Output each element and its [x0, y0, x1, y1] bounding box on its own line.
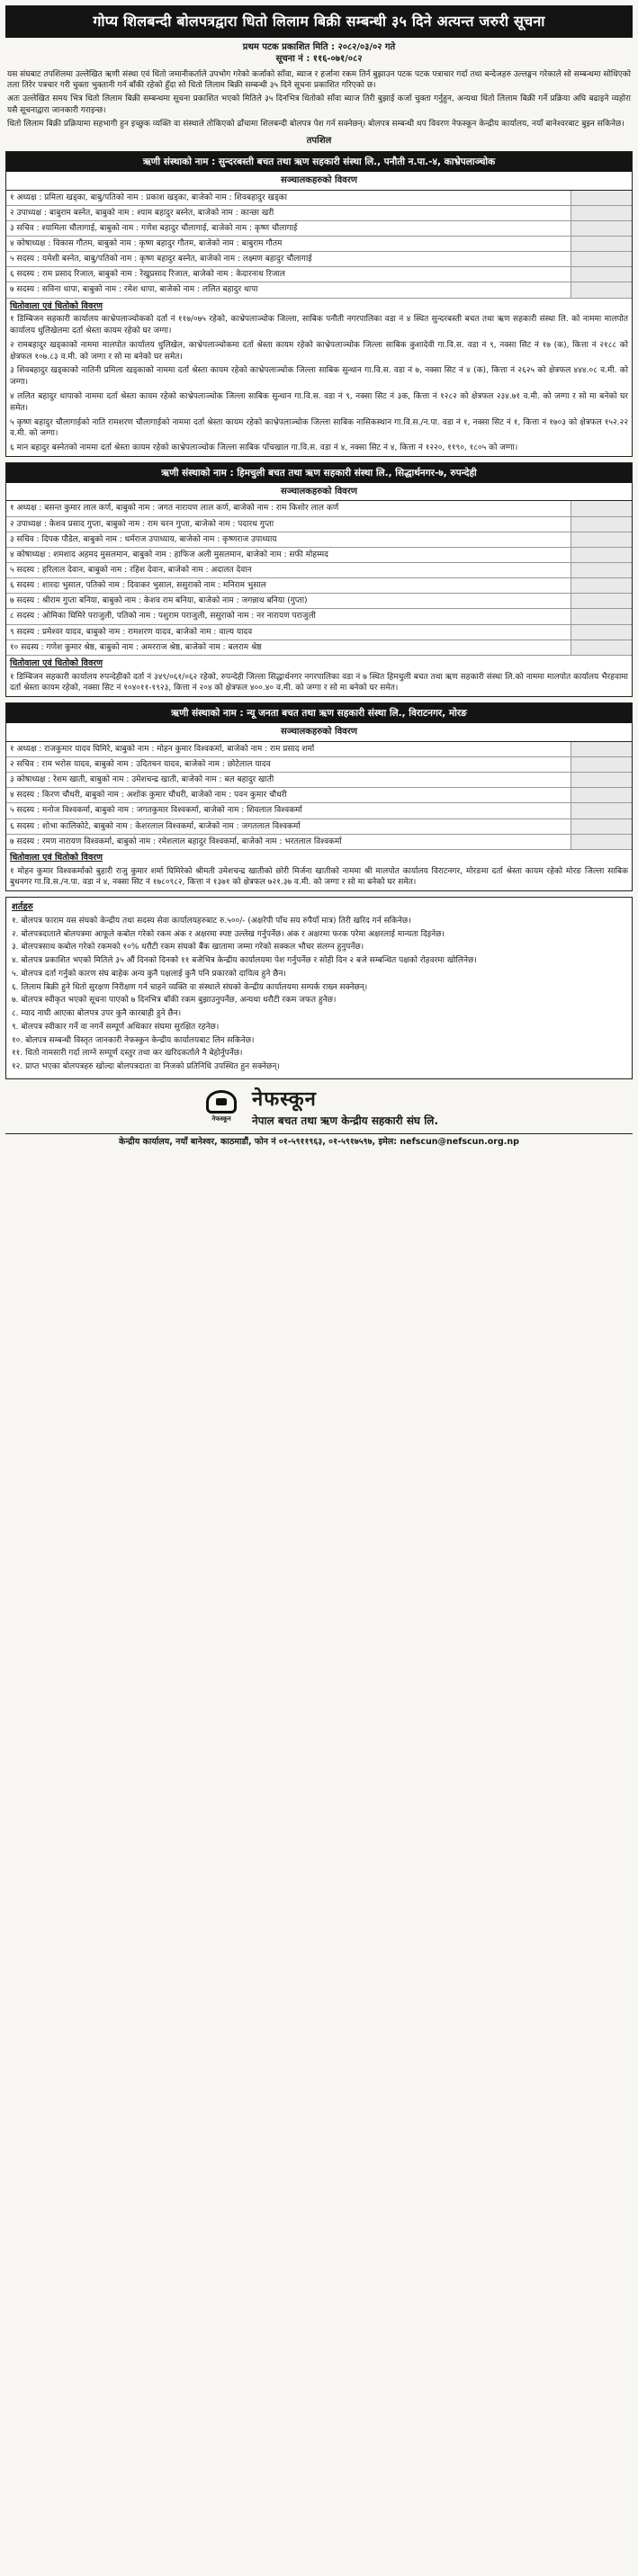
cooperative-heading: ऋणी संस्थाको नाम : हिमचुली बचत तथा ऋण सहकारी संस्था लि., सिद्धार्थनगर-७, रुपन्देही	[6, 463, 632, 483]
board-member-text: २ सचिव : राम भरोस यादव, बाबुको नाम : उदितचन यादव, बाजेको नाम : छोटेलाल यादव	[10, 760, 271, 770]
member-photo	[571, 501, 632, 515]
board-member-row	[6, 191, 632, 206]
collateral-item: ६ मान बहादुर बस्नेतको नाममा दर्ता श्रेस्ता कायम रहेको काभ्रेपलाञ्चोक जिल्ला साबिक पाँचखाल गा.वि.स. वडा नं ४, नक्सा सिट नं ४, कित्ता नं १२२०, ११९०, १८०५ को जग्गा।	[6, 442, 632, 456]
collateral-item: २ रामबहादुर खड्काको नाममा मालपोत कार्यालय धुलिखेल, काभ्रेपलाञ्चोकमा दर्ता श्रेस्ता कायम रहेको काभ्रेपलाञ्चोक जिल्ला साबिक कुशादेवी गा.वि.स. वडा नं ९, नक्सा सिट नं १७ (क), कित्ता नं २१८८ को क्षेत्रफल १०७.८३ व.मी. को जग्गा र सो मा बनेको घर समेत।	[6, 339, 632, 365]
member-photo	[571, 517, 632, 532]
board-member-text: २ उपाध्यक्ष : केशव प्रसाद गुप्ता, बाबुको नाम : राम चरन गुप्ता, बाजेको नाम : पदारथ गुप्ता	[10, 519, 274, 529]
board-member-row	[6, 252, 632, 267]
board-member-text: २ उपाध्यक्ष : बाबुराम बस्नेत, बाबुको नाम : श्याम बहादुर बस्नेत, बाजेको नाम : कान्छा खरी	[10, 208, 274, 218]
board-members-heading: सञ्चालकहरुको विवरण	[6, 172, 632, 191]
board-member-text: ८ सदस्य : ओमिका घिमिरे पराजुली, पतिको नाम : पशुराम पराजुली, ससुराको नाम : नर नारायण पराजुली	[10, 612, 316, 622]
board-member-text: ४ सदस्य : किरण चौधरी, बाबुको नाम : अशोक कुमार चौधरी, बाजेको नाम : पवन कुमार चौधरी	[10, 791, 287, 801]
member-photo	[571, 191, 632, 205]
board-member-row	[6, 609, 632, 624]
board-member-text: १ अध्यक्ष : प्रमिला खड्का, बाबु/पतिको नाम : प्रकाश खड्का, बाजेको नाम : शिवबहादुर खड्का	[10, 192, 287, 202]
board-member-text: १ अध्यक्ष : राजकुमार यादव घिमिरे, बाबुको नाम : मोहन कुमार विश्वकर्मा, बाजेको नाम : राम प्रसाद शर्मा	[10, 744, 315, 754]
cooperative-section	[5, 702, 633, 891]
collateral-item: ३ शिवबहादुर खड्काको नातिनी प्रमिला खड्काको नाममा दर्ता श्रेस्ता कायम रहेको काभ्रेपलाञ्चोक जिल्ला साबिक सुन्थान गा.वि.स. वडा नं ७, नक्सा सिट नं ४ (क), कित्ता नं २६२५ को क्षेत्रफल ४४४.०८ व.मी. को जग्गा।	[6, 364, 632, 390]
term-item: ४. बोलपत्र प्रकाशित भएको मितिले ३५ औं दिनको दिनको ११ बजेभित्र केन्द्रीय कार्यालयमा पेश गर्नुपर्नेछ र सोही दिन २ बजे सम्बन्धित पक्षको रोहवरमा खोलिनेछ।	[12, 956, 477, 966]
logo-icon	[206, 1090, 237, 1114]
board-members-heading: सञ्चालकहरुको विवरण	[6, 483, 632, 502]
nefscun-logo	[200, 1087, 243, 1127]
member-photo	[571, 757, 632, 772]
board-member-text: १ अध्यक्ष : बसन्त कुमार लाल कर्ण, बाबुको नाम : जगत नारायण लाल कर्ण, बाजेको नाम : राम किशोर लाल कर्ण	[10, 504, 339, 514]
member-photo	[571, 206, 632, 220]
board-member-row	[6, 221, 632, 237]
member-photo	[571, 594, 632, 608]
collateral-item: १ मोहन कुमार विश्वकर्माको बुहारी राजु कुमार शर्मा घिमिरेको श्रीमती उमेशचन्द्र खातीको छोरी मिर्जना खातीको नाममा श्री मालपोत कार्यालय विराटनगर, मोरङमा दर्ता श्रेस्ता कायम रहेको मोरङ जिल्ला साबिक बुधनगर गा.वि.स./न.पा. वडा नं ४, नक्सा सिट नं १७८०९८२, कित्ता नं १३७१ को क्षेत्रफल ७२१.३७ व.मी. को जग्गा र सो मा बनेको घर समेत।	[6, 865, 632, 891]
board-member-row	[6, 532, 632, 548]
board-member-row	[6, 773, 632, 788]
board-member-text: १० सदस्य : गणेश कुमार श्रेष्ठ, बाबुको नाम : अमरराज श्रेष्ठ, बाजेको नाम : बलराम श्रेष्ठ	[10, 642, 262, 652]
member-photo	[571, 563, 632, 577]
intro-paragraph: धितो लिलाम बिक्री प्रक्रियामा सहभागी हुन इच्छुक व्यक्ति वा संस्थाले तोकिएको ढाँचामा शिलबन्दी बोलपत्र पेश गर्न सक्नेछन्। बोलपत्र सम्बन्धी थप विवरण नेफस्कून केन्द्रीय कार्यालय, नयाँ बानेश्वरबाट बुझ्न सकिनेछ।	[7, 119, 625, 129]
board-member-text: ७ सदस्य : श्रीराम गुप्ता बनिया, बाबुको नाम : केशव राम बनिया, बाजेको नाम : जगन्नाथ बनिया (गुप्ता)	[10, 596, 308, 606]
board-member-text: ५ सदस्य : मनोज विश्वकर्मा, बाबुको नाम : जगतकुमार विश्वकर्मा, बाजेको नाम : शिवलाल विश्वकर्मा	[10, 806, 302, 816]
member-photo	[571, 532, 632, 547]
board-member-row	[6, 578, 632, 594]
term-item: १. बोलपत्र फाराम यस संघको केन्द्रीय तथा सदस्य सेवा कार्यालयहरुबाट रु.५००/- (अक्षरेपी पाँच सय रुपैयाँ मात्र) तिरी खरिद गर्न सकिनेछ।	[12, 916, 411, 926]
term-item: ११. धितो नामसारी गर्दा लाग्ने सम्पूर्ण दस्तुर तथा कर खरिदकर्ताले नै बेहोर्नुपर्नेछ।	[12, 1049, 243, 1059]
term-item: ३. बोलपत्रसाथ कबोल गरेको रकमको १०% धरौटी रकम संघको बैंक खातामा जम्मा गरेको सक्कल भौचर संलग्न हुनुपर्नेछ।	[12, 943, 364, 953]
board-member-text: ५ सदस्य : यमेशी बस्नेत, बाबु/पतिको नाम : कृष्ण बहादुर बस्नेत, बाजेको नाम : लक्ष्मण बहादुर चौलागाई	[10, 255, 312, 264]
board-member-text: ६ सदस्य : शारदा भुसाल, पतिको नाम : दिवाकर भुसाल, ससुराको नाम : मनिराम भुसाल	[10, 581, 266, 591]
member-photo	[571, 625, 632, 640]
board-member-text: ४ कोषाध्यक्ष : शमशाद अहमद मुसलमान, बाबुको नाम : हाफिज अली मुसलमान, बाजेको नाम : सफी मोहम्मद	[10, 550, 328, 559]
board-member-row	[6, 625, 632, 640]
terms-title: शर्तहरु	[12, 902, 33, 913]
member-photo	[571, 237, 632, 251]
term-item: ५. बोलपत्र दर्ता गर्नुको कारण संघ बाहेक अन्य कुनै पक्षलाई कुनै पनि प्रकारको दायित्व हुने छैन।	[12, 969, 286, 979]
member-photo	[571, 803, 632, 818]
cooperative-section	[5, 151, 633, 457]
board-member-text: ४ कोषाध्यक्ष : विकास गौतम, बाबुको नाम : कृष्ण बहादुर गौतम, बाजेको नाम : बाबुराम गौतम	[10, 239, 283, 249]
brand-block	[252, 1087, 438, 1128]
brand-name: नेफस्कून	[252, 1087, 317, 1111]
cooperative-section	[5, 462, 633, 697]
cooperative-heading: ऋणी संस्थाको नाम : न्यू जनता बचत तथा ऋण सहकारी संस्था लि., विराटनगर, मोरङ	[6, 703, 632, 723]
brand-full-name: नेपाल बचत तथा ऋण केन्द्रीय सहकारी संघ लि.	[252, 1114, 438, 1127]
cooperative-heading: ऋणी संस्थाको नाम : सुन्दरबस्ती बचत तथा ऋण सहकारी संस्था लि., पनौती न.पा.-४, काभ्रेपलाञ्चोक	[6, 152, 632, 172]
board-member-row	[6, 757, 632, 773]
collateral-item: १ डिम्बिजन सहकारी कार्यालय काभ्रेपलाञ्चोकको दर्ता नं ११७/०७५ रहेको, काभ्रेपलाञ्चोक जिल्ला, साबिक पनौती नगरपालिका वडा नं ४ स्थित सुन्दरबस्ती बचत तथा ऋण सहकारी संस्था लि. को नाममा मालपोत कार्यालय धुलिखेलमा दर्ता श्रेस्ता कायम रहेको घर जग्गा।	[6, 313, 632, 339]
board-member-text: ७ सदस्य : सविना थापा, बाबुको नाम : रमेश थापा, बाजेको नाम : ललित बहादुर थापा	[10, 285, 258, 295]
term-item: १२. प्राप्त भएका बोलपत्रहरु खोल्दा बोलपत्रदाता वा निजको प्रतिनिधि उपस्थित हुन सक्नेछन्।	[12, 1062, 280, 1072]
member-photo	[571, 773, 632, 787]
term-item: १०. बोलपत्र सम्बन्धी विस्तृत जानकारी नेफस्कुन केन्द्रीय कार्यालयबाट लिन सकिनेछ।	[12, 1035, 255, 1045]
board-member-text: ३ सचिव : श्यामिला चौलागाई, बाबुको नाम : गणेश बहादुर चौलागाई, बाजेको नाम : कृष्ण चौलागाई	[10, 223, 298, 233]
notice-title: गोप्य शिलबन्दी बोलपत्रद्वारा धितो लिलाम बिक्री सम्बन्धी ३५ दिने अत्यन्त जरुरी सूचना	[5, 5, 633, 38]
member-photo	[571, 252, 632, 266]
collateral-item: ४ ललित बहादुर थापाको नाममा दर्ता श्रेस्ता कायम रहेको काभ्रेपलाञ्चोक जिल्ला साबिक सुन्थान गा.वि.स. वडा नं ९, नक्सा सिट नं ३क, कित्ता नं १२८२ को क्षेत्रफल २३४.७१ व.मी. को जग्गा र सो मा बनेको घर समेत।	[6, 390, 632, 416]
board-member-row	[6, 819, 632, 835]
logo-caption: नेफस्कून	[211, 1115, 231, 1123]
board-member-row	[6, 517, 632, 532]
intro-paragraph: अतः उल्लेखित समय भित्र धितो लिलाम बिक्री सम्बन्धमा सूचना प्रकाशित भएको मितिले ३५ दिनभित्र धितोको साँवा ब्याज तिरी बुझाई कर्जा चुक्ता गर्नुहुन, अन्यथा धितो लिलाम बिक्री गर्ने प्रक्रिया अघि बढाइने व्यहोरा यसै सूचनाद्वारा जानकारी गराइन्छ।	[7, 94, 631, 115]
collateral-heading: धितोवाला एवं धितोको विवरण	[6, 656, 632, 671]
board-member-text: ३ सचिव : दिपक पौडेल, बाबुको नाम : धर्मराज उपाध्याय, बाजेको नाम : कृष्णराज उपाध्याय	[10, 534, 277, 544]
member-photo	[571, 548, 632, 562]
board-member-row	[6, 788, 632, 803]
publication-date: प्रथम पटक प्रकाशित मिति : २०८२/०३/०२ गते	[242, 41, 396, 52]
board-member-text: ३ कोषाध्यक्ष : रेशम खाती, बाबुको नाम : उमेशचन्द्र खाती, बाजेको नाम : बल बहादुर खाती	[10, 775, 274, 785]
collateral-item: ५ कृष्ण बहादुर चौलागाईको नाति रामशरण चौलागाईको नाममा दर्ता श्रेस्ता कायम रहेको काभ्रेपलाञ्चोक जिल्ला साबिक नासिकस्थान गा.वि.स./न.पा. वडा नं १, नक्सा सिट नं १, कित्ता नं १७०३ को क्षेत्रफल १५२.२२ व.मी. को जग्गा।	[6, 416, 632, 443]
term-item: २. बोलपत्रदाताले बोलपत्रमा आफूले कबोल गरेको रकम अंक र अक्षरमा स्पष्ट उल्लेख गर्नुपर्नेछ। अंक र अक्षरमा फरक परेमा अक्षरलाई मान्यता दिइनेछ।	[12, 929, 445, 939]
collateral-heading: धितोवाला एवं धितोको विवरण	[6, 850, 632, 865]
board-member-row	[6, 237, 632, 252]
board-member-row	[6, 206, 632, 221]
collateral-heading: धितोवाला एवं धितोको विवरण	[6, 299, 632, 314]
notice-page	[0, 0, 638, 1156]
board-member-row	[6, 640, 632, 656]
board-member-row	[6, 742, 632, 757]
term-item: ६. लिलाम बिक्री हुने धितो सुरक्षण निरीक्षण गर्न चाहने व्यक्ति वा संस्थाले संघको केन्द्रीय कार्यालयमा सम्पर्क राख्न सक्नेछन्।	[12, 982, 368, 992]
member-photo	[571, 221, 632, 236]
board-member-row	[6, 803, 632, 818]
notice-number: सूचना नं : ११६-०७१/०८२	[275, 54, 363, 65]
intro-text	[5, 69, 633, 130]
footer	[5, 1087, 633, 1128]
details-heading: तपशिल	[306, 136, 332, 147]
term-item: ७. बोलपत्र स्वीकृत भएको सूचना पाएको ७ दिनभित्र बाँकी रकम बुझाउनुपर्नेछ, अन्यथा धरौटी रकम जफत हुनेछ।	[12, 996, 337, 1006]
board-member-text: ५ सदस्य : हरिलाल देवान, बाबुको नाम : रहिश देवान, बाजेको नाम : अदालत देवान	[10, 566, 252, 576]
collateral-item: १ डिम्बिजन सहकारी कार्यालय रुपन्देहीको दर्ता नं ३४९/०६१/०६२ रहेको, रुपन्देही जिल्ला सिद्धार्थनगर नगरपालिका वडा नं ७ स्थित हिमचुली बचत तथा ऋण सहकारी संस्था लि.को नाममा मालपोत कार्यालय भैरहवामा दर्ता श्रेस्ता कायम रहेको, नक्सा सिट नं १०४०११-१९२३, कित्ता नं २०४ को क्षेत्रफल ४००.४० व.मी. को जग्गा र सो मा बनेको घर समेत।	[6, 671, 632, 697]
board-member-row	[6, 594, 632, 609]
board-member-row	[6, 563, 632, 578]
member-photo	[571, 742, 632, 756]
board-member-row	[6, 548, 632, 563]
intro-paragraph: यस संघबाट तपशिलमा उल्लेखित ऋणी संस्था एवं धितो जमानीकर्ताले उपभोग गरेको कर्जाको साँवा, ब्याज र हर्जाना रकम तिर्न बुझाउन पटक पटक पत्राचार गर्दा तथा बन्देजहरु उल्लङ्घन गरेकाले सो सम्बन्धमा सोधिएको तला तिरेर पत्रचार गरी चुक्ता भुक्तानी गर्न बाँकी रहेको हुँदा सो धितो लिलाम बिक्री सम्बन्धी ३५ दिने सूचना प्रकाशित गरिएको छ।	[7, 69, 631, 91]
board-member-text: ९ सदस्य : प्रमेश्वर यादव, बाबुको नाम : रामशरण यादव, बाजेको नाम : वाल्य यादव	[10, 627, 253, 637]
terms-section	[5, 897, 633, 1079]
member-photo	[571, 819, 632, 834]
board-member-text: ६ सदस्य : राम प्रसाद रिजाल, बाबुको नाम : रेखुप्रसाद रिजाल, बाजेको नाम : केदारनाथ रिजाल	[10, 270, 285, 280]
board-member-text: ७ सदस्य : रमण नारायण विश्वकर्मा, बाबुको नाम : रमेशलाल बहादुर विश्वकर्मा, बाजेको नाम : भरतलाल विश्वकर्मा	[10, 836, 342, 846]
terms-list	[12, 916, 626, 1073]
board-member-row	[6, 501, 632, 516]
board-member-row	[6, 267, 632, 282]
member-photo	[571, 835, 632, 849]
board-member-row	[6, 282, 632, 298]
cooperative-list	[5, 151, 633, 891]
member-photo	[571, 267, 632, 282]
member-photo	[571, 788, 632, 802]
member-photo	[571, 282, 632, 297]
board-member-row	[6, 835, 632, 850]
contact-info: केन्द्रीय कार्यालय, नयाँ बानेश्वर, काठमाडौं, फोन नं ०१-५९११९६३, ०१-५९१७५९७, इमेल: nefscun@nefscun.org.np	[5, 1133, 633, 1149]
member-photo	[571, 609, 632, 623]
term-item: ९. बोलपत्र स्वीकार गर्ने वा नगर्ने सम्पूर्ण अधिकार संघमा सुरक्षित रहनेछ।	[12, 1022, 220, 1032]
member-photo	[571, 578, 632, 593]
board-members-heading: सञ्चालकहरुको विवरण	[6, 723, 632, 742]
board-member-text: ६ सदस्य : शोभा कालिकोटे, बाबुको नाम : केशरलाल विश्वकर्मा, बाजेको नाम : जगतलाल विश्वकर्मा	[10, 821, 301, 831]
term-item: ८. म्याद नाघी आएका बोलपत्र उपर कुनै कारबाही हुने छैन।	[12, 1009, 182, 1019]
member-photo	[571, 640, 632, 655]
